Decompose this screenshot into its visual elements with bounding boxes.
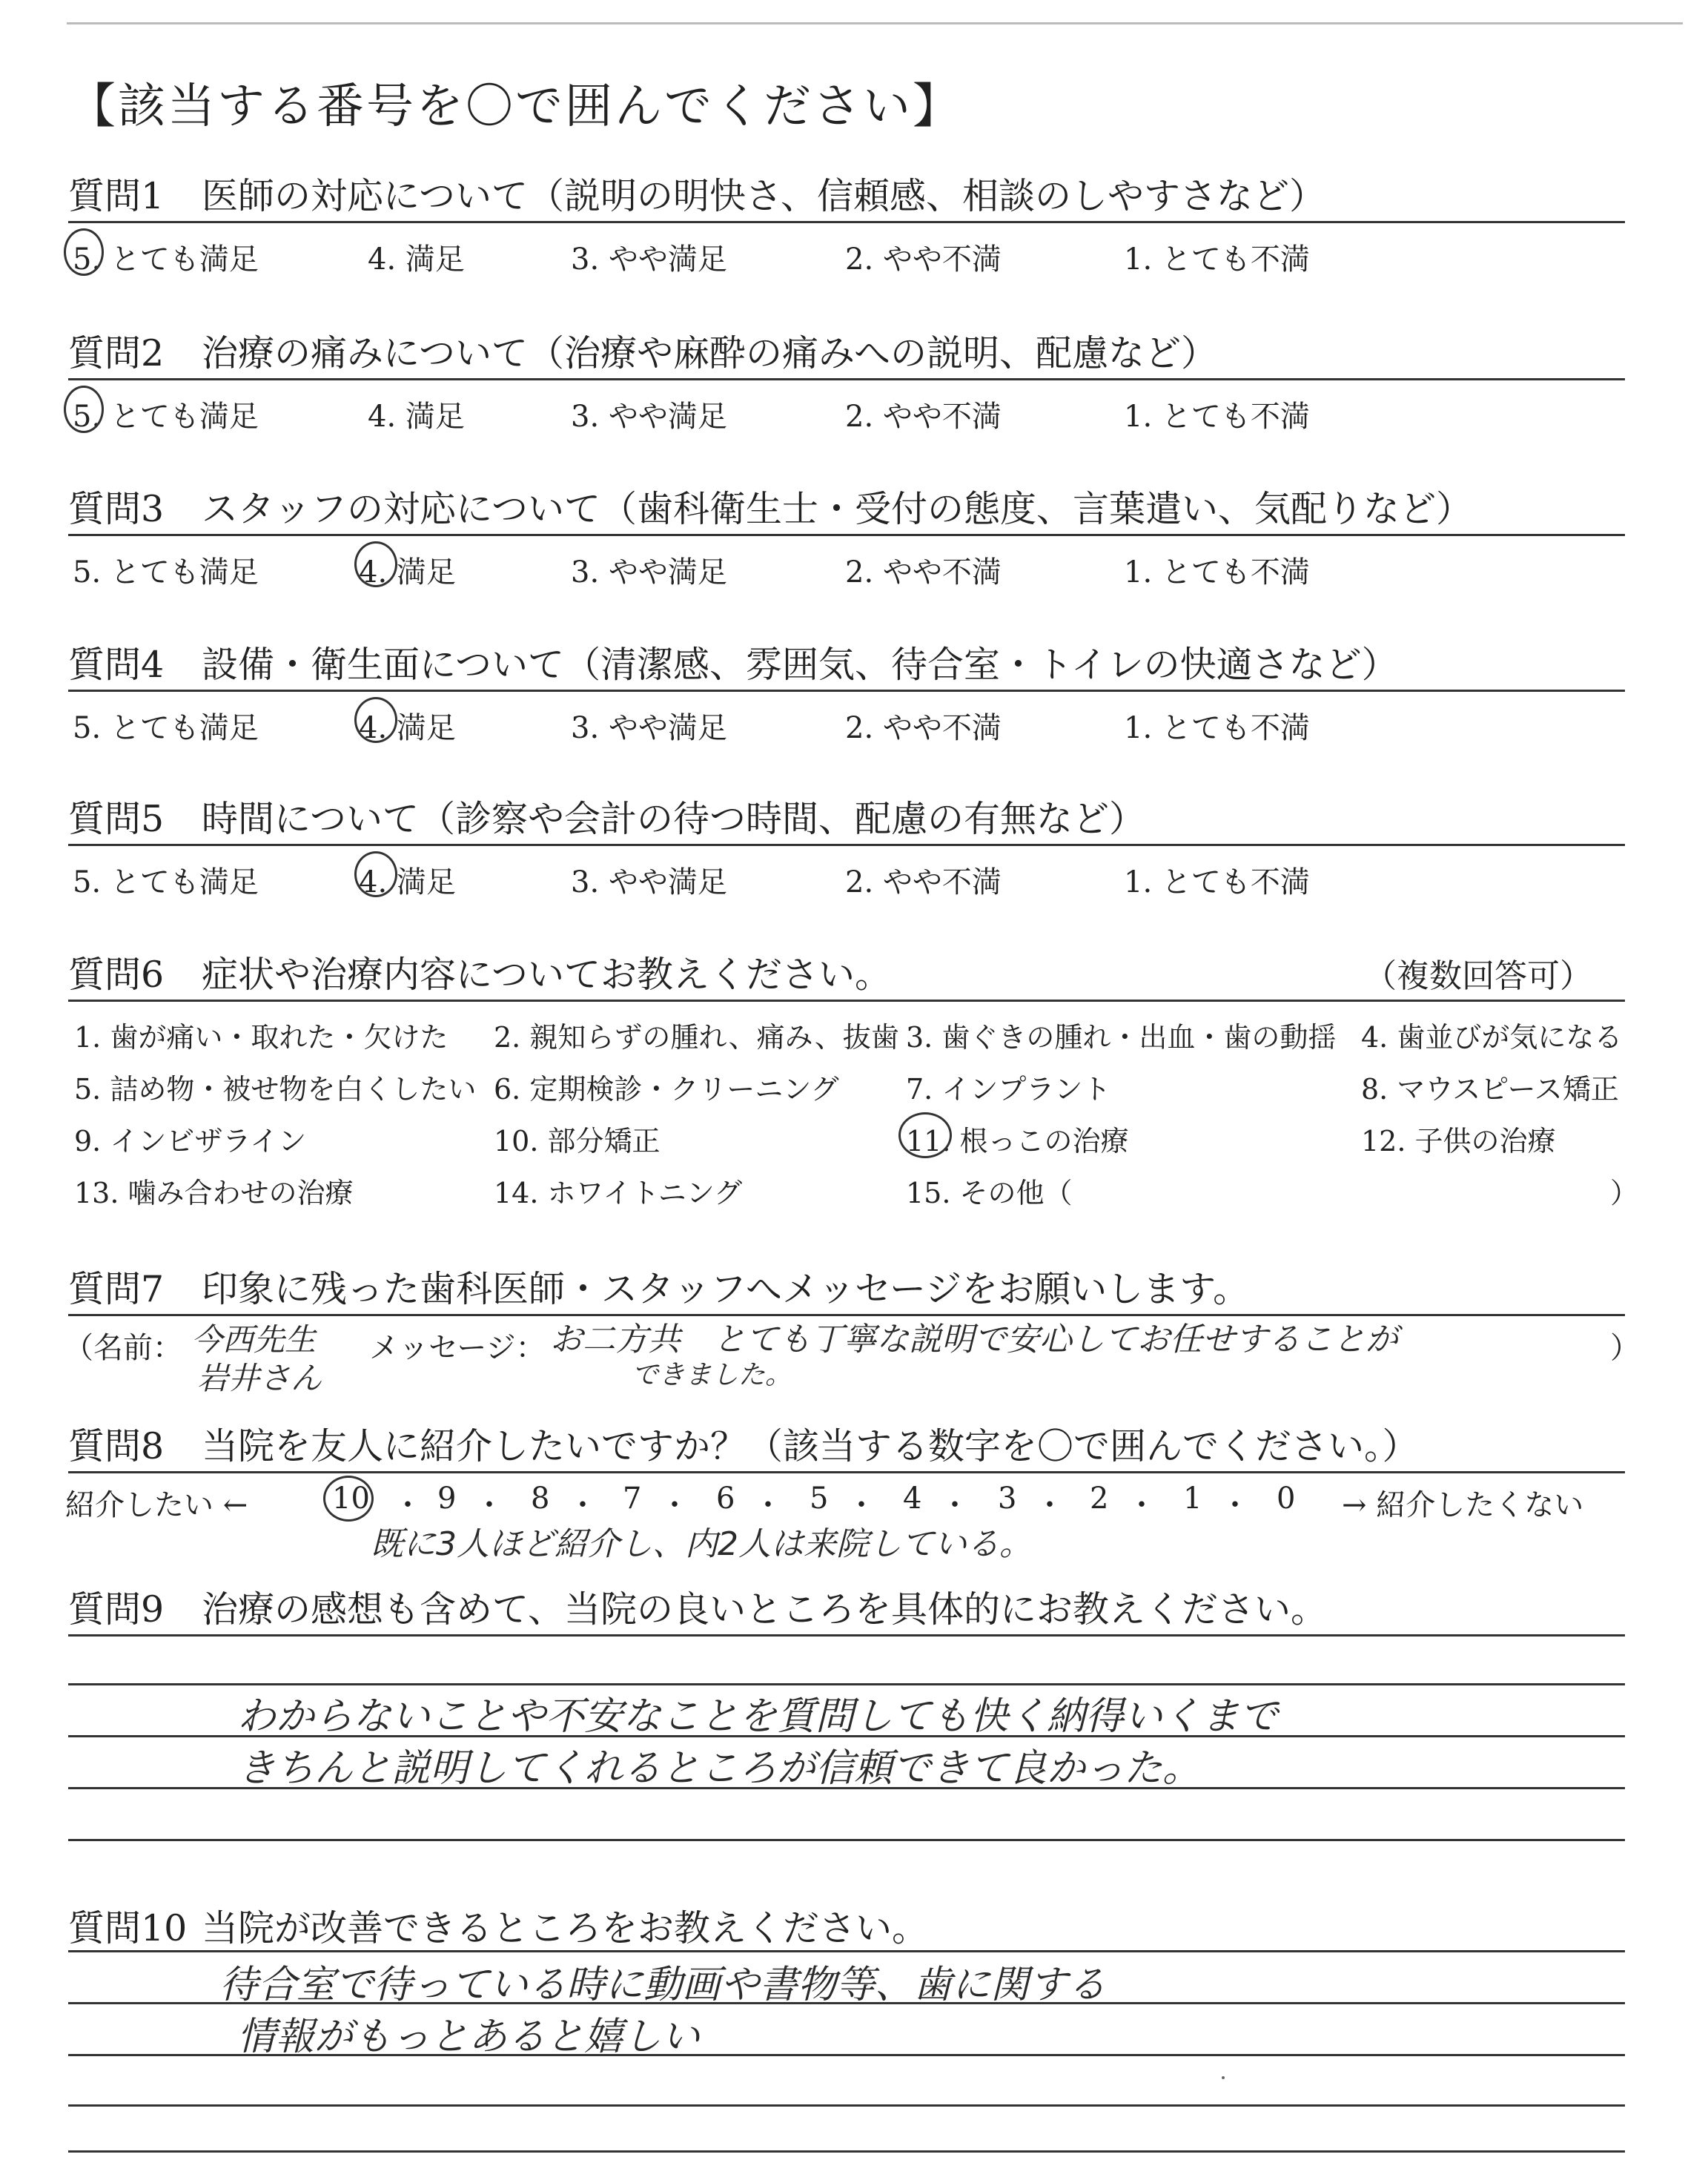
answer-line [68, 2150, 1625, 2153]
q10-answer-line-1: 待合室で待っている時に動画や書物等、歯に関する [219, 1963, 1107, 2007]
q4-option-4[interactable]: 4. 満足 [359, 711, 456, 745]
q8-dot: ・ [1220, 1488, 1250, 1522]
question-9-heading [68, 1581, 1327, 1633]
question-7-text: 印象に残った歯科医師・スタッフへメッセージをお願いします。 [202, 1268, 1250, 1310]
question-9-text: 治療の感想も含めて、当院の良いところを具体的にお教えください。 [202, 1588, 1328, 1631]
question-3-rule [68, 534, 1625, 536]
q4-option-2[interactable]: 2. やや不満 [845, 711, 1002, 745]
q8-dot: ・ [474, 1488, 504, 1522]
q1-selection-circle [64, 228, 104, 276]
question-6-number: 質問6 [68, 954, 165, 996]
question-8-rule [68, 1471, 1625, 1473]
q7-name-line-2: 岩井さん [197, 1360, 322, 1396]
q8-dot: ・ [1035, 1488, 1065, 1522]
question-7-number: 質問7 [68, 1268, 165, 1310]
question-10-number: 質問10 [68, 1907, 188, 1949]
question-10-rule [68, 1950, 1625, 1952]
q6-item-9[interactable]: 9. インビザライン [74, 1125, 307, 1157]
q7-name-line-1: 今西先生 [191, 1321, 317, 1358]
answer-line [68, 2104, 1625, 2107]
q3-option-2[interactable]: 2. やや不満 [845, 555, 1002, 589]
question-10-text: 当院が改善できるところをお教えください。 [202, 1907, 929, 1949]
q8-left-label: 紹介したい ← [65, 1488, 248, 1522]
q6-item-15-close-paren: ） [1610, 1177, 1639, 1209]
question-1-rule [68, 221, 1625, 223]
q6-item-13[interactable]: 13. 噛み合わせの治療 [74, 1177, 354, 1209]
q2-option-4[interactable]: 4. 満足 [368, 400, 465, 434]
question-3-text: スタッフの対応について（歯科衛生士・受付の態度、言葉遣い、気配りなど） [202, 488, 1473, 530]
q7-message-line-2: できました。 [632, 1360, 792, 1390]
q8-scale-8[interactable]: 8 [531, 1482, 550, 1516]
q1-option-5[interactable]: 5. とても満足 [73, 242, 259, 277]
question-9-rule [68, 1634, 1625, 1636]
question-5-heading [68, 790, 1145, 842]
q8-dot: ・ [753, 1488, 783, 1522]
question-6-note: （複数回答可） [1364, 957, 1592, 995]
q6-item-2[interactable]: 2. 親知らずの腫れ、痛み、抜歯 [494, 1021, 899, 1054]
question-6-heading [68, 946, 891, 998]
q8-dot: ・ [1127, 1488, 1156, 1522]
question-2-text: 治療の痛みについて（治療や麻酔の痛みへの説明、配慮など） [202, 332, 1218, 374]
q5-option-3[interactable]: 3. やや満足 [571, 865, 727, 899]
q9-answer-line-1: わからないことや不安なことを質問しても快く納得いくまで [237, 1694, 1279, 1739]
q5-option-2[interactable]: 2. やや不満 [845, 865, 1002, 899]
q8-comment: 既に3人ほど紹介し、内2人は来院している。 [371, 1525, 1032, 1563]
question-4-text: 設備・衛生面について（清潔感、雰囲気、待合室・トイレの快適さなど） [202, 644, 1398, 686]
q8-scale-7[interactable]: 7 [623, 1482, 642, 1516]
question-2-rule [68, 378, 1625, 380]
q8-right-label: → 紹介したくない [1342, 1488, 1584, 1522]
q7-message-line-1: お二方共 とても丁寧な説明で安心してお任せすることが [550, 1321, 1398, 1358]
q5-option-5[interactable]: 5. とても満足 [73, 865, 259, 899]
q6-item-10[interactable]: 10. 部分矯正 [494, 1125, 661, 1157]
q8-dot: ・ [940, 1488, 970, 1522]
q1-option-1[interactable]: 1. とても不満 [1124, 242, 1310, 277]
q1-option-3[interactable]: 3. やや満足 [571, 242, 727, 277]
scan-speck [1222, 2076, 1225, 2079]
q4-option-3[interactable]: 3. やや満足 [571, 711, 727, 745]
q3-option-4[interactable]: 4. 満足 [359, 555, 456, 589]
q2-option-5[interactable]: 5. とても満足 [73, 400, 259, 434]
q3-selection-circle [354, 541, 397, 587]
q1-option-4[interactable]: 4. 満足 [368, 242, 465, 277]
question-2-heading [68, 325, 1217, 377]
q7-close-paren: ） [1610, 1331, 1640, 1365]
question-6-rule [68, 1000, 1625, 1002]
q7-name-label: （名前： [64, 1331, 182, 1365]
q6-item-6[interactable]: 6. 定期検診・クリーニング [494, 1073, 839, 1106]
question-9-number: 質問9 [68, 1588, 165, 1631]
top-border [67, 22, 1683, 24]
q8-scale-6[interactable]: 6 [716, 1482, 735, 1516]
question-5-text: 時間について（診察や会計の待つ時間、配慮の有無など） [202, 798, 1146, 840]
q8-dot: ・ [568, 1488, 598, 1522]
question-1-heading [68, 168, 1325, 219]
q6-item-4[interactable]: 4. 歯並びが気になる [1361, 1021, 1623, 1054]
question-8-number: 質問8 [68, 1425, 165, 1467]
q3-option-3[interactable]: 3. やや満足 [571, 555, 727, 589]
q3-option-1[interactable]: 1. とても不満 [1124, 555, 1310, 589]
q8-scale-9[interactable]: 9 [437, 1482, 457, 1516]
q8-scale-4[interactable]: 4 [903, 1482, 922, 1516]
q6-item-15[interactable]: 15. その他（ [906, 1177, 1073, 1209]
q4-selection-circle [354, 697, 397, 743]
question-4-rule [68, 690, 1625, 692]
q2-option-3[interactable]: 3. やや満足 [571, 400, 727, 434]
question-1-text: 医師の対応について（説明の明快さ、信頼感、相談のしやすさなど） [202, 175, 1326, 217]
q6-item-1[interactable]: 1. 歯が痛い・取れた・欠けた [74, 1021, 448, 1054]
q8-scale-10[interactable]: 10 [332, 1482, 370, 1516]
q8-scale-1[interactable]: 1 [1183, 1482, 1202, 1516]
question-10-heading [68, 1900, 928, 1952]
page-title: 【該当する番号を〇で囲んでください】 [68, 79, 962, 134]
q2-option-2[interactable]: 2. やや不満 [845, 400, 1002, 434]
question-8-heading [68, 1418, 1419, 1470]
question-7-heading [68, 1261, 1249, 1312]
q8-selection-circle [323, 1476, 374, 1522]
q8-scale-3[interactable]: 3 [998, 1482, 1017, 1516]
q2-option-1[interactable]: 1. とても不満 [1124, 400, 1310, 434]
q6-item-3[interactable]: 3. 歯ぐきの腫れ・出血・歯の動揺 [906, 1021, 1337, 1054]
question-4-heading [68, 636, 1398, 688]
q3-option-5[interactable]: 5. とても満足 [73, 555, 259, 589]
q8-dot: ・ [393, 1488, 423, 1522]
q6-selection-circle [898, 1112, 952, 1158]
q6-item-11[interactable]: 11. 根っこの治療 [906, 1125, 1129, 1157]
q8-scale-5[interactable]: 5 [810, 1482, 829, 1516]
q6-item-8[interactable]: 8. マウスピース矯正 [1361, 1073, 1619, 1106]
question-5-number: 質問5 [68, 798, 165, 840]
q9-answer-line-2: きちんと説明してくれるところが信頼できて良かった。 [237, 1746, 1202, 1791]
question-8-text: 当院を友人に紹介したいですか？（該当する数字を〇で囲んでください。） [202, 1425, 1419, 1467]
q5-option-4[interactable]: 4. 満足 [359, 865, 456, 899]
question-3-heading [68, 480, 1472, 532]
question-5-rule [68, 844, 1625, 846]
q8-scale-2[interactable]: 2 [1090, 1482, 1109, 1516]
question-2-number: 質問2 [68, 332, 165, 374]
q6-item-12[interactable]: 12. 子供の治療 [1361, 1125, 1556, 1157]
q6-item-7[interactable]: 7. インプラント [906, 1073, 1111, 1106]
question-4-number: 質問4 [68, 644, 165, 686]
q8-dot: ・ [847, 1488, 876, 1522]
answer-line [68, 1839, 1625, 1841]
q6-item-5[interactable]: 5. 詰め物・被せ物を白くしたい [74, 1073, 477, 1106]
q7-message-label: メッセージ： [369, 1331, 546, 1365]
q8-dot: ・ [660, 1488, 689, 1522]
q5-option-1[interactable]: 1. とても不満 [1124, 865, 1310, 899]
q10-answer-line-2: 情報がもっとあると嬉しい [237, 2015, 701, 2059]
q1-option-2[interactable]: 2. やや不満 [845, 242, 1002, 277]
q5-selection-circle [354, 851, 397, 897]
question-6-text: 症状や治療内容についてお教えください。 [202, 954, 892, 996]
q8-scale-0[interactable]: 0 [1277, 1482, 1296, 1516]
question-1-number: 質問1 [68, 175, 165, 217]
q2-selection-circle [64, 386, 104, 433]
q6-item-14[interactable]: 14. ホワイトニング [494, 1177, 743, 1209]
q4-option-5[interactable]: 5. とても満足 [73, 711, 259, 745]
question-3-number: 質問3 [68, 488, 165, 530]
q4-option-1[interactable]: 1. とても不満 [1124, 711, 1310, 745]
